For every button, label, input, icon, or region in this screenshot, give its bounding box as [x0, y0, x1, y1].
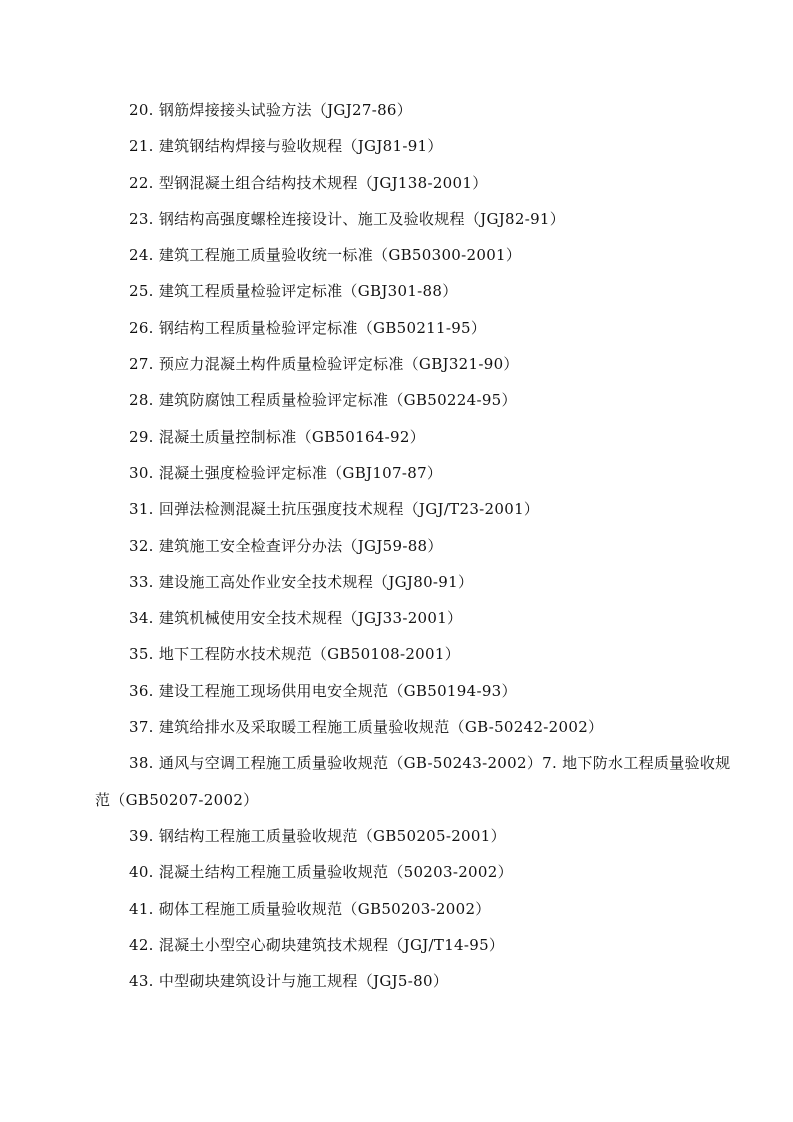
list-item: 21. 建筑钢结构焊接与验收规程（JGJ81-91） [129, 137, 443, 156]
list-item: 20. 钢筋焊接接头试验方法（JGJ27-86） [129, 101, 413, 119]
list-item: 32. 建筑施工安全检查评分办法（JGJ59-88） [129, 536, 443, 555]
list-item: 33. 建设施工高处作业安全技术规程（JGJ80-91） [129, 572, 474, 591]
list-item: 25. 建筑工程质量检验评定标准（GBJ301-88） [129, 282, 458, 301]
standards-list [95, 92, 735, 999]
list-item: 28. 建筑防腐蚀工程质量检验评定标准（GB50224-95） [129, 391, 517, 410]
list-item: 42. 混凝土小型空心砌块建筑技术规程（JGJ/T14-95） [129, 935, 505, 954]
list-item: 39. 钢结构工程施工质量验收规范（GB50205-2001） [129, 826, 506, 845]
list-item: 31. 回弹法检测混凝土抗压强度技术规程（JGJ/T23-2001） [129, 500, 540, 519]
list-item: 30. 混凝土强度检验评定标准（GBJ107-87） [129, 463, 443, 482]
list-item: 36. 建设工程施工现场供用电安全规范（GB50194-93） [129, 681, 517, 700]
list-item: 22. 型钢混凝土组合结构技术规程（JGJ138-2001） [129, 173, 488, 192]
list-item: 26. 钢结构工程质量检验评定标准（GB50211-95） [129, 318, 487, 337]
list-item: 38. 通风与空调工程施工质量验收规范（GB-50243-2002）7. 地下防水工程质量验收规范（GB50207-2002） [95, 754, 731, 809]
list-item: 40. 混凝土结构工程施工质量验收规范（50203-2002） [129, 863, 513, 882]
list-item: 35. 地下工程防水技术规范（GB50108-2001） [129, 645, 460, 664]
list-item: 41. 砌体工程施工质量验收规范（GB50203-2002） [129, 899, 491, 918]
list-item: 37. 建筑给排水及采取暖工程施工质量验收规范（GB-50242-2002） [129, 718, 604, 737]
list-item: 34. 建筑机械使用安全技术规程（JGJ33-2001） [129, 609, 463, 628]
list-item: 23. 钢结构高强度螺栓连接设计、施工及验收规程（JGJ82-91） [129, 209, 566, 228]
list-item: 43. 中型砌块建筑设计与施工规程（JGJ5-80） [129, 972, 449, 991]
list-item: 27. 预应力混凝土构件质量检验评定标准（GBJ321-90） [129, 355, 519, 374]
list-item: 24. 建筑工程施工质量验收统一标准（GB50300-2001） [129, 246, 522, 265]
list-item: 29. 混凝土质量控制标准（GB50164-92） [129, 427, 426, 446]
